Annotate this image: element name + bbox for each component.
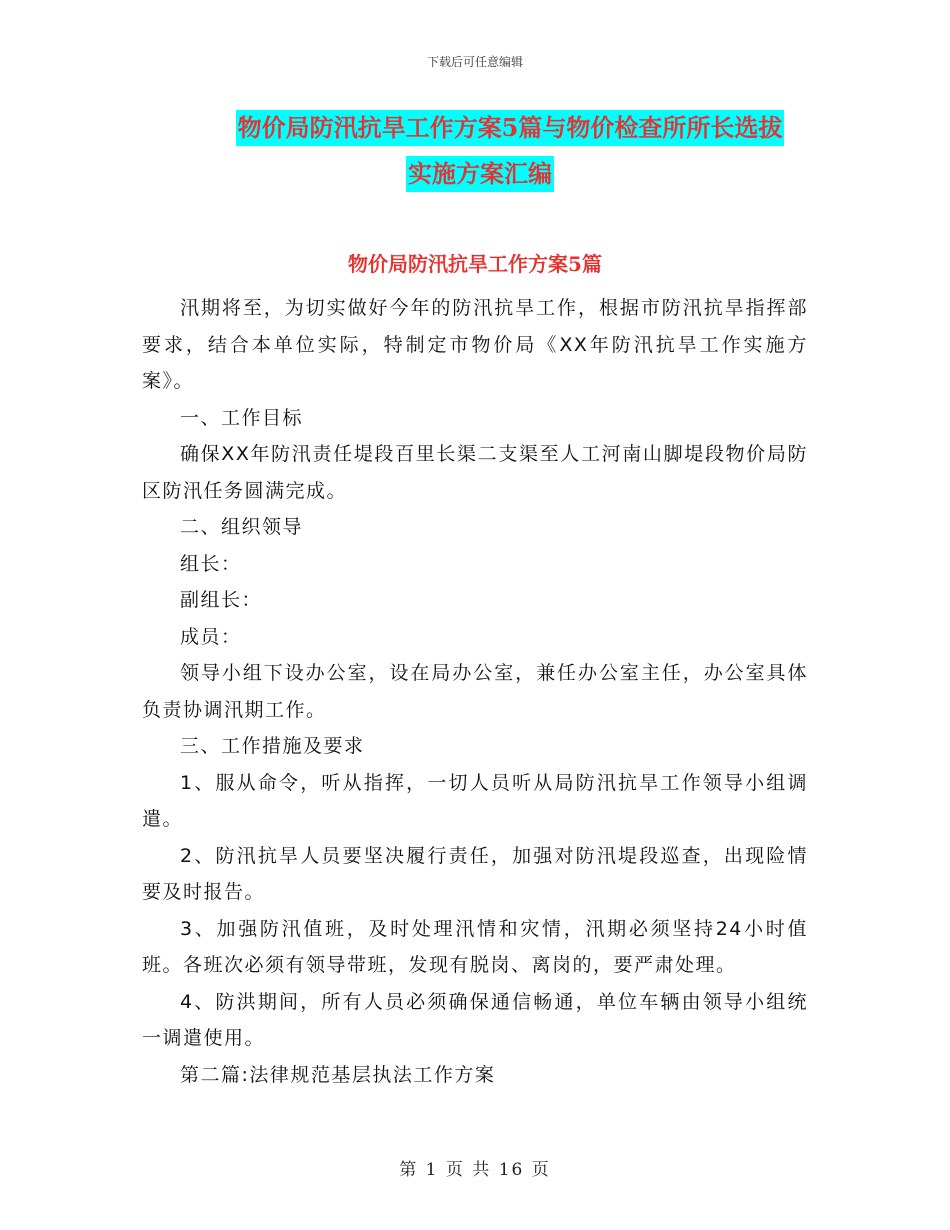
- next-section-heading: 第二篇:法律规范基层执法工作方案: [180, 1063, 496, 1086]
- paragraph: 汛期将至，为切实做好今年的防汛抗旱工作，根据市防汛抗旱指挥部要求，结合本单位实际，特制定市物价局《XX年防汛抗旱工作实施方案》。: [142, 297, 808, 392]
- measure-item: 2、防汛抗旱人员要坚决履行责任，加强对防汛堤段巡查，出现险情要及时报告。: [142, 844, 808, 903]
- heading-work-goal: 一、工作目标: [180, 406, 304, 429]
- document-title: [140, 110, 820, 192]
- section-title: 物价局防汛抗旱工作方案5篇: [348, 252, 602, 276]
- document-body: [142, 290, 808, 1093]
- leader-line: 组长：: [180, 552, 242, 575]
- document-title-line-1: 物价局防汛抗旱工作方案5篇与物价检查所所长选拔: [236, 110, 785, 146]
- page-footer: 第 1 页 共 16 页: [399, 1160, 551, 1180]
- measure-item: 4、防洪期间，所有人员必须确保通信畅通，单位车辆由领导小组统一调遣使用。: [142, 990, 808, 1049]
- members-line: 成员：: [180, 625, 242, 648]
- measure-item: 1、服从命令，听从指挥，一切人员听从局防汛抗旱工作领导小组调遣。: [142, 771, 808, 830]
- paragraph: 确保XX年防汛责任堤段百里长渠二支渠至人工河南山脚堤段物价局防区防汛任务圆满完成。: [142, 443, 808, 502]
- deputy-leader-line: 副组长：: [180, 589, 263, 611]
- heading-measures: 三、工作措施及要求: [180, 735, 365, 757]
- paragraph: 领导小组下设办公室，设在局办公室，兼任办公室主任，办公室具体负责协调汛期工作。: [142, 662, 808, 721]
- header-note: 下载后可任意编辑: [426, 55, 523, 69]
- document-title-line-2: 实施方案汇编: [406, 156, 554, 192]
- heading-organization: 二、组织领导: [180, 516, 304, 538]
- measure-item: 3、加强防汛值班，及时处理汛情和灾情，汛期必须坚持24小时值班。各班次必须有领导带班，发现有脱岗、离岗的，要严肃处理。: [142, 917, 808, 976]
